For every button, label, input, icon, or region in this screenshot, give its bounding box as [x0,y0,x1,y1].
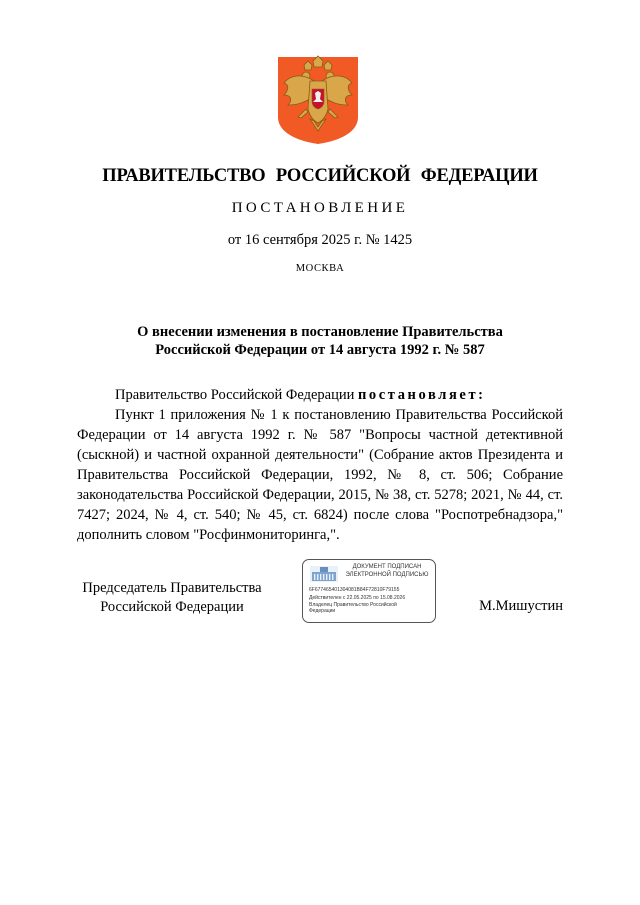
document-city: МОСКВА [295,263,345,274]
government-building-icon [309,565,339,583]
stamp-owner-line-1: Владелец Правительство Российской [309,602,397,608]
government-title: ПРАВИТЕЛЬСТВО РОССИЙСКОЙ ФЕДЕРАЦИИ [102,166,538,186]
stamp-title-line-1: ДОКУМЕНТ ПОДПИСАН [352,564,422,570]
signer-name: М.Мишустин [479,598,563,614]
signer-position-line-1: Председатель Правительства [82,580,262,596]
document-subject [0,323,640,359]
stamp-validity: Действителен с 22.05.2025 по 15.08.2026 [309,595,406,601]
signer-position-line-2: Российской Федерации [100,599,244,615]
decree-keyword: постановляет: [357,387,486,403]
stamp-title [341,564,433,579]
signer-position [76,579,268,617]
stamp-certificate: 6F677465401304081B84F72810F79155 [309,587,400,593]
coat-of-arms-icon [276,55,360,145]
stamp-owner-line-2: Федерации [309,608,336,614]
decree-paragraph [77,385,563,405]
subject-line-2: Российской Федерации от 14 августа 1992 г. № 587 [155,342,485,358]
stamp-title-line-2: ЭЛЕКТРОННОЙ ПОДПИСЬЮ [345,571,429,578]
document-body [77,385,563,545]
document-type: ПОСТАНОВЛЕНИЕ [231,200,409,216]
decree-lead: Правительство Российской Федерации [115,387,358,403]
subject-line-1: О внесении изменения в постановление Правительства [137,324,503,340]
document-date-number: от 16 сентября 2025 г. № 1425 [227,232,413,248]
amendment-paragraph: Пункт 1 приложения № 1 к постановлению Правительства Российской Федерации от 14 августа 1992 г. № 587 "Вопросы частной детективной (сыскной) и частной охранной деятельности" (Собрание актов Президента и Правительства Российской Федерации, 1992, № 8, ст. 506; Собрание законодательства Российской Федерации, 2015, № 38, ст. 5278; 2021, № 44, ст. 7427; 2024, № 4, ст. 540; № 45, ст. 6824) после слова "Роспотребнадзора," дополнить словом "Росфинмониторинга,". [77,407,563,543]
electronic-signature-stamp [302,559,436,623]
